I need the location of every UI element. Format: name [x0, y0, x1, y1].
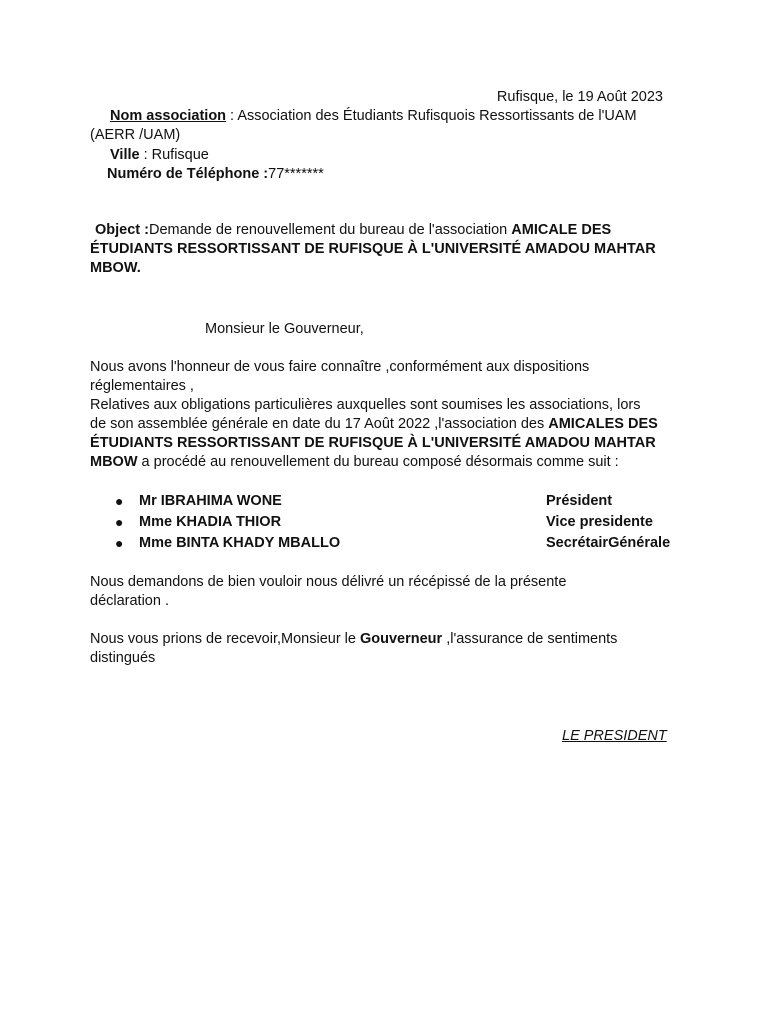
- salutation: Monsieur le Gouverneur,: [205, 321, 364, 337]
- place-date: Rufisque, le 19 Août 2023: [496, 89, 663, 105]
- member-role: Vice presidente: [546, 514, 653, 530]
- bullet-icon: ●: [115, 535, 124, 551]
- bullet-icon: ●: [115, 514, 124, 530]
- association-name: [90, 107, 690, 145]
- list-item: [90, 513, 690, 534]
- bullet-icon: ●: [115, 493, 124, 509]
- member-role: SecrétairGénérale: [546, 535, 671, 551]
- ville: [110, 146, 209, 165]
- members-list: [90, 492, 690, 555]
- object-label: Object :: [95, 222, 149, 238]
- ville-label: Ville: [110, 147, 140, 163]
- member-role: Président: [546, 493, 613, 509]
- telephone: [107, 165, 324, 184]
- request-paragraph: Nous demandons de bien vouloir nous délivré un récépissé de la présente déclaration .: [90, 574, 567, 609]
- association-label: Nom association: [110, 108, 227, 124]
- association-value: : Association des Étudiants Rufisquois Ressortissants de l'UAM: [226, 108, 637, 124]
- closing-paragraph: Nous vous prions de recevoir,Monsieur le Gouverneur ,l'assurance de sentiments distingués: [90, 631, 618, 666]
- body-paragraph: Nous avons l'honneur de vous faire connaître ,conformément aux dispositions réglementaires , Relatives aux obligations particulières auxquelles sont soumises les associations, lors de son assemblée générale en date du 17 Août 2022 ,l'association des AMICALES DES ÉTUDIANTS RESSORTISSANT DE RUFISQUE À L'UNIVERSITÉ AMADOU MAHTAR MBOW a procédé au renouvellement du bureau composé désormais comme suit :: [90, 359, 658, 470]
- object-text: Demande de renouvellement du bureau de l'association: [148, 222, 512, 238]
- telephone-label: Numéro de Téléphone :: [107, 166, 269, 182]
- list-item: [90, 492, 690, 513]
- object-section: Object :Demande de renouvellement du bureau de l'association AMICALE DES ÉTUDIANTS RESSORTISSANT DE RUFISQUE À L'UNIVERSITÉ AMADOU MAHTAR MBOW.: [90, 222, 656, 276]
- member-name: Mr IBRAHIMA WONE: [139, 493, 282, 509]
- ville-value: : Rufisque: [139, 147, 209, 163]
- association-value-cont: (AERR /UAM): [90, 127, 181, 143]
- list-item: [90, 534, 690, 555]
- member-name: Mme BINTA KHADY MBALLO: [139, 535, 341, 551]
- telephone-value: 77*******: [268, 166, 324, 182]
- member-name: Mme KHADIA THIOR: [139, 514, 282, 530]
- signature: LE PRESIDENT: [562, 728, 667, 744]
